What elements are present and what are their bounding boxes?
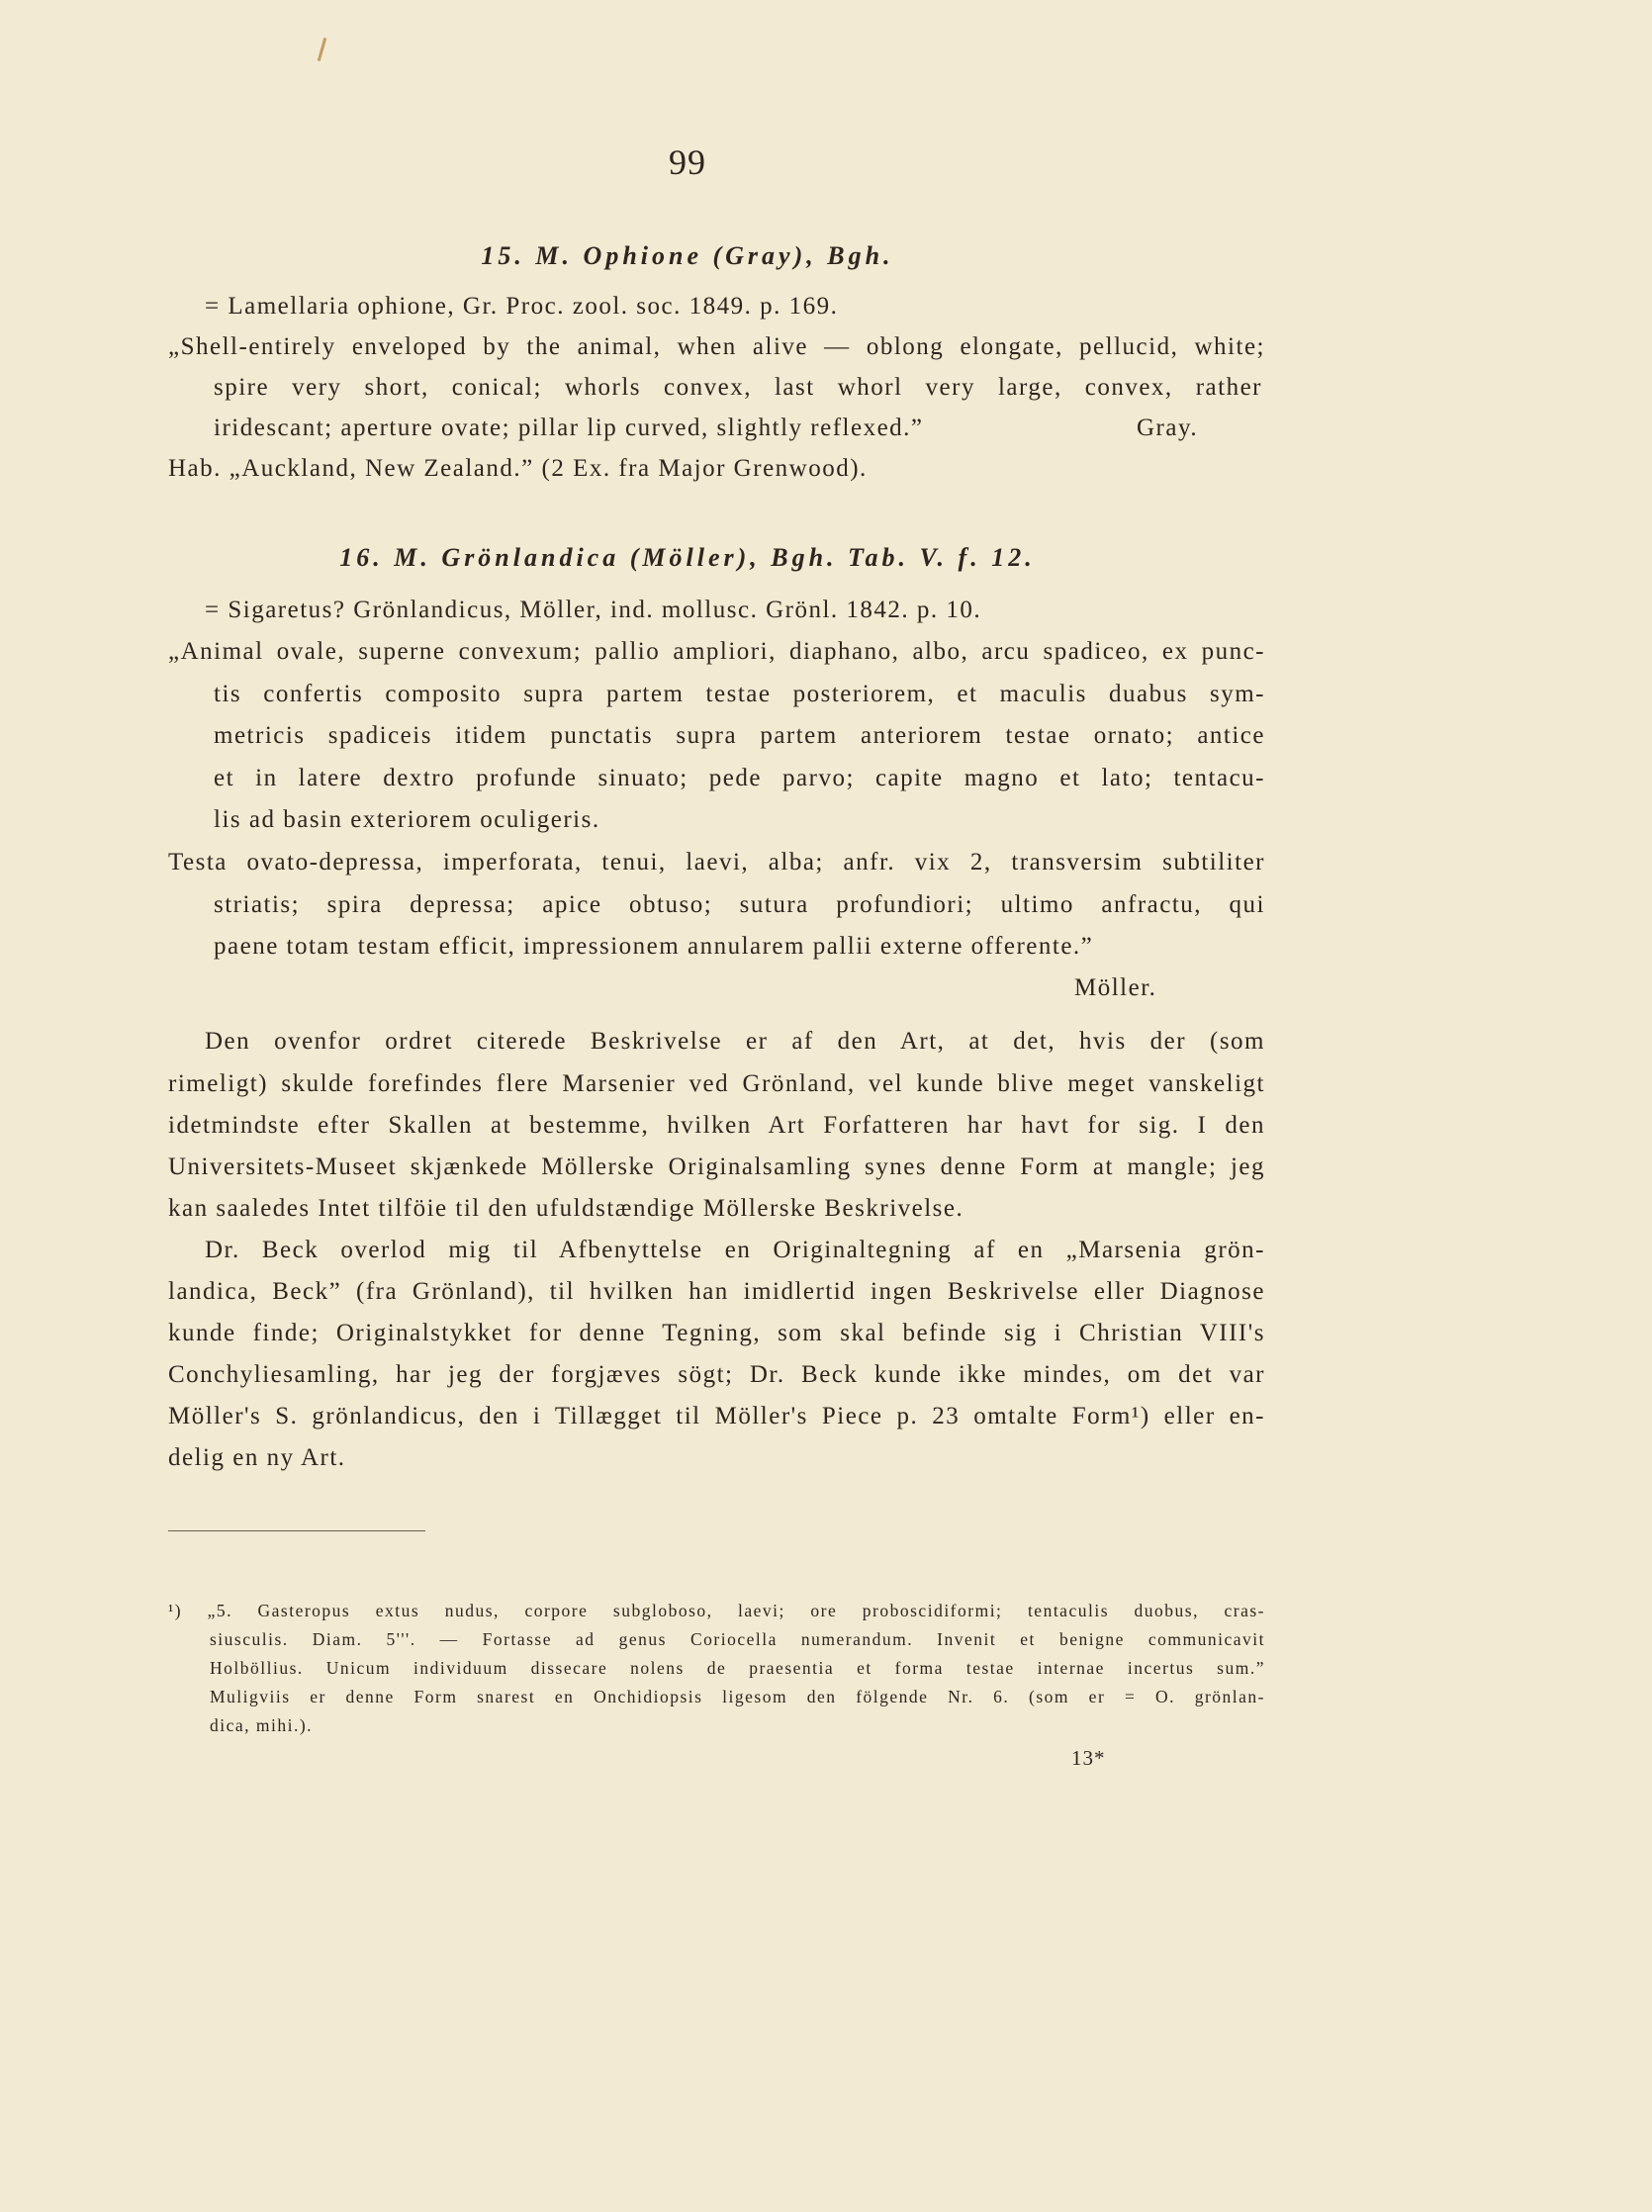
section-15-synonym: = Lamellaria ophione, Gr. Proc. zool. soc. 1849. p. 169.: [205, 293, 839, 320]
section-15-author: Gray.: [1137, 415, 1199, 441]
footnote-line: ¹) „5. Gasteropus extus nudus, corpore subgloboso, laevi; ore proboscidiformi; tentaculis duobus, cras-: [168, 1601, 1265, 1620]
section-16-quote-line: lis ad basin exteriorem oculigeris.: [214, 806, 600, 833]
ink-mark: [318, 38, 326, 61]
section-16-heading: 16. M. Grönlandica (Möller), Bgh. Tab. V. f. 12.: [339, 543, 1036, 572]
signature-mark: 13*: [1071, 1746, 1106, 1770]
section-16-quote-line: et in latere dextro profunde sinuato; pede parvo; capite magno et lato; tentacu-: [214, 765, 1265, 791]
body-paragraph-line: idetmindste efter Skallen at bestemme, hvilken Art Forfatteren har havt for sig. I den: [168, 1112, 1265, 1139]
section-16-quote-line: Testa ovato-depressa, imperforata, tenui, laevi, alba; anfr. vix 2, transversim subtiliter: [168, 849, 1265, 876]
body-paragraph-line: kan saaledes Intet tilföie til den ufuldstændige Möllerske Beskrivelse.: [168, 1195, 964, 1222]
section-16-quote-line: metricis spadiceis itidem punctatis supra partem anteriorem testae ornato; antice: [214, 722, 1265, 749]
section-16-author: Möller.: [1074, 974, 1157, 1001]
footnote-line: Muligviis er denne Form snarest en Onchidiopsis ligesom den fölgende Nr. 6. (som er = O. grönlan-: [210, 1687, 1265, 1706]
body-paragraph-line: Möller's S. grönlandicus, den i Tillægget til Möller's Piece p. 23 omtalte Form¹) eller en-: [168, 1403, 1265, 1429]
footnote-divider: [168, 1530, 425, 1531]
section-16-quote-line: paene totam testam efficit, impressionem annularem pallii externe offerente.”: [214, 933, 1094, 960]
section-15-quote-line: spire very short, conical; whorls convex, last whorl very large, convex, rather: [214, 374, 1262, 401]
section-15-quote-line: iridescant; aperture ovate; pillar lip curved, slightly reflexed.”: [214, 415, 924, 441]
body-paragraph-line: Conchyliesamling, har jeg der forgjæves sögt; Dr. Beck kunde ikke mindes, om det var: [168, 1361, 1265, 1388]
footnote-line: siusculis. Diam. 5'''. — Fortasse ad genus Coriocella numerandum. Invenit et benigne communicavit: [210, 1629, 1265, 1649]
body-paragraph-line: Den ovenfor ordret citerede Beskrivelse er af den Art, at det, hvis der (som: [205, 1028, 1265, 1055]
section-16-quote-line: tis confertis composito supra partem testae posteriorem, et maculis duabus sym-: [214, 681, 1265, 707]
section-15-habitat: Hab. „Auckland, New Zealand.” (2 Ex. fra Major Grenwood).: [168, 455, 868, 482]
footnote-line: Holböllius. Unicum individuum dissecare nolens de praesentia et forma testae internae incertus sum.”: [210, 1658, 1265, 1678]
page-number: 99: [669, 142, 706, 182]
section-16-synonym: = Sigaretus? Grönlandicus, Möller, ind. mollusc. Grönl. 1842. p. 10.: [205, 597, 982, 623]
body-paragraph-line: Universitets-Museet skjænkede Möllerske Originalsamling synes denne Form at mangle; jeg: [168, 1153, 1265, 1180]
footnote-line: dica, mihi.).: [210, 1715, 314, 1735]
section-15-quote-line: „Shell-entirely enveloped by the animal, when alive — oblong elongate, pellucid, white;: [168, 333, 1265, 360]
body-paragraph-line: kunde finde; Originalstykket for denne Tegning, som skal befinde sig i Christian VIII's: [168, 1320, 1265, 1346]
body-paragraph-line: landica, Beck” (fra Grönland), til hvilken han imidlertid ingen Beskrivelse eller Diagnose: [168, 1278, 1265, 1305]
section-16-quote-line: „Animal ovale, superne convexum; pallio ampliori, diaphano, albo, arcu spadiceo, ex punc-: [168, 638, 1265, 665]
section-15-heading: 15. M. Ophione (Gray), Bgh.: [481, 241, 894, 270]
body-paragraph-line: rimeligt) skulde forefindes flere Marsenier ved Grönland, vel kunde blive meget vanskeligt: [168, 1070, 1265, 1097]
body-paragraph-line: delig en ny Art.: [168, 1444, 346, 1471]
body-paragraph-line: Dr. Beck overlod mig til Afbenyttelse en Originaltegning af en „Marsenia grön-: [205, 1237, 1265, 1263]
section-16-quote-line: striatis; spira depressa; apice obtuso; sutura profundiori; ultimo anfractu, qui: [214, 891, 1265, 918]
